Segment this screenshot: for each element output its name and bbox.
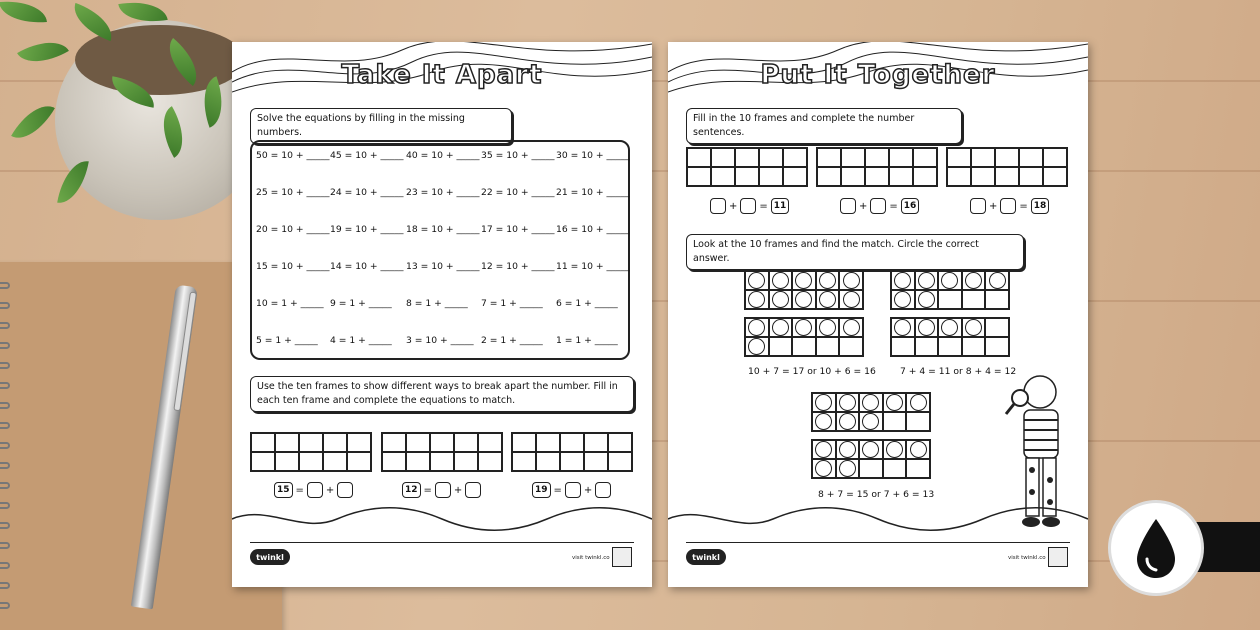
ten-frame-cell	[792, 318, 816, 337]
notebook-ring	[0, 562, 10, 569]
ten-frame-cell	[915, 337, 939, 356]
break-apart-sentence: 12 = +	[402, 482, 481, 498]
counter-circle	[819, 291, 836, 308]
counter-ten-frame	[811, 439, 931, 479]
ten-frame[interactable]	[686, 147, 808, 187]
worksheet-take-it-apart	[232, 42, 652, 587]
counter-circle	[862, 394, 879, 411]
ten-frame-cell	[836, 459, 860, 478]
footer-url: visit twinkl.co	[1008, 555, 1046, 561]
ten-frame-cell	[891, 271, 915, 290]
instruction-fill-frames: Fill in the 10 frames and complete the number sentences.	[686, 108, 962, 144]
ten-frame-cell	[915, 290, 939, 309]
answer-box[interactable]	[840, 198, 856, 214]
instruction-solve: Solve the equations by filling in the missing numbers.	[250, 108, 512, 144]
footer-divider	[250, 542, 634, 544]
equation[interactable]: 8 = 1 + _____	[406, 298, 468, 309]
ten-frame-cell	[985, 318, 1009, 337]
ten-frame-cell	[745, 290, 769, 309]
ten-frame-cell	[859, 393, 883, 412]
answer-box[interactable]	[595, 482, 611, 498]
counter-circle	[815, 413, 832, 430]
counter-circle	[795, 291, 812, 308]
counter-circle	[989, 272, 1006, 289]
ten-frame-cell	[883, 393, 907, 412]
answer-box[interactable]	[435, 482, 451, 498]
ten-frame-cell	[812, 440, 836, 459]
equation[interactable]: 16 = 10 + _____	[556, 224, 630, 235]
ten-frame[interactable]	[250, 432, 372, 472]
counter-circle	[886, 394, 903, 411]
ten-frame-cell	[792, 337, 816, 356]
counter-circle	[839, 441, 856, 458]
equation[interactable]: 14 = 10 + _____	[330, 261, 404, 272]
equation[interactable]: 24 = 10 + _____	[330, 187, 404, 198]
equation[interactable]: 19 = 10 + _____	[330, 224, 404, 235]
ten-frame-cell	[891, 337, 915, 356]
total-box: 16	[901, 198, 920, 214]
page-title: Put It Together	[760, 60, 996, 90]
counter-circle	[941, 272, 958, 289]
equation[interactable]: 9 = 1 + _____	[330, 298, 392, 309]
notebook-ring	[0, 422, 10, 429]
equation[interactable]: 40 = 10 + _____	[406, 150, 480, 161]
ten-frame-cell	[859, 412, 883, 431]
counter-circle	[795, 319, 812, 336]
twinkl-logo: twinkl	[686, 549, 726, 565]
ten-frame-cell	[816, 318, 840, 337]
counter-circle	[965, 272, 982, 289]
leaf	[17, 30, 69, 74]
break-apart-sentence: 15 = +	[274, 482, 353, 498]
counter-circle	[918, 291, 935, 308]
equation-box	[250, 140, 630, 360]
number-sentence: + = 11	[710, 198, 789, 214]
equation[interactable]: 2 = 1 + _____	[481, 335, 543, 346]
ten-frame[interactable]	[946, 147, 1068, 187]
notebook-ring	[0, 442, 10, 449]
ten-frame-cell	[906, 459, 930, 478]
footer-url: visit twinkl.co	[572, 555, 610, 561]
equation[interactable]: 10 = 1 + _____	[256, 298, 324, 309]
counter-circle	[843, 272, 860, 289]
ten-frame-cell	[906, 393, 930, 412]
ten-frame-cell	[883, 440, 907, 459]
ten-frame-cell	[891, 318, 915, 337]
counter-circle	[815, 460, 832, 477]
leaf	[0, 0, 47, 26]
quality-badge-icon	[612, 547, 632, 567]
equation[interactable]: 3 = 10 + _____	[406, 335, 474, 346]
ten-frame-cell	[792, 290, 816, 309]
instruction-ten-frames: Use the ten frames to show different ways to break apart the number. Fill in each ten frame and complete the equations to match.	[250, 376, 634, 412]
total-box: 18	[1031, 198, 1050, 214]
notebook-ring	[0, 282, 10, 289]
counter-circle	[772, 272, 789, 289]
ten-frame-cell	[883, 459, 907, 478]
ten-frame-cell	[985, 271, 1009, 290]
ten-frame-cell	[938, 271, 962, 290]
ten-frame-cell	[839, 318, 863, 337]
counter-circle	[910, 441, 927, 458]
counter-circle	[772, 291, 789, 308]
equation[interactable]: 30 = 10 + _____	[556, 150, 630, 161]
equation[interactable]: 35 = 10 + _____	[481, 150, 555, 161]
counter-circle	[819, 319, 836, 336]
counter-circle	[965, 319, 982, 336]
match-caption[interactable]: 8 + 7 = 15 or 7 + 6 = 13	[818, 489, 935, 500]
ten-frame[interactable]	[816, 147, 938, 187]
ten-frame-cell	[859, 459, 883, 478]
page-title: Take It Apart	[341, 60, 543, 90]
ten-frame-cell	[816, 271, 840, 290]
ten-frame-cell	[769, 337, 793, 356]
counter-circle	[839, 460, 856, 477]
counter-ten-frame	[744, 317, 864, 357]
instruction-match: Look at the 10 frames and find the match. Circle the correct answer.	[686, 234, 1024, 270]
notebook-ring	[0, 362, 10, 369]
counter-circle	[772, 319, 789, 336]
notebook-ring	[0, 502, 10, 509]
counter-circle	[894, 272, 911, 289]
counter-circle	[843, 319, 860, 336]
ten-frame-cell	[891, 290, 915, 309]
twinkl-logo: twinkl	[250, 549, 290, 565]
ten-frame-cell	[962, 271, 986, 290]
counter-ten-frame	[890, 270, 1010, 310]
equation[interactable]: 15 = 10 + _____	[256, 261, 330, 272]
ten-frame-cell	[836, 440, 860, 459]
equation[interactable]: 6 = 1 + _____	[556, 298, 618, 309]
notebook-ring	[0, 522, 10, 529]
equation[interactable]: 1 = 1 + _____	[556, 335, 618, 346]
ten-frame-cell	[816, 337, 840, 356]
ten-frame-cell	[812, 459, 836, 478]
ten-frame-cell	[812, 393, 836, 412]
ten-frame-cell	[745, 337, 769, 356]
counter-circle	[918, 272, 935, 289]
ten-frame[interactable]	[511, 432, 633, 472]
answer-box[interactable]	[870, 198, 886, 214]
answer-box[interactable]	[1000, 198, 1016, 214]
notebook-ring	[0, 302, 10, 309]
counter-circle	[862, 413, 879, 430]
number-sentence: + = 18	[970, 198, 1049, 214]
ten-frame-cell	[836, 393, 860, 412]
counter-ten-frame	[811, 392, 931, 432]
counter-ten-frame	[890, 317, 1010, 357]
ten-frame-cell	[906, 412, 930, 431]
ten-frame-cell	[962, 337, 986, 356]
ten-frame-cell	[839, 337, 863, 356]
number-box: 12	[402, 482, 421, 498]
notebook-ring	[0, 382, 10, 389]
ten-frame-cell	[769, 271, 793, 290]
counter-circle	[910, 394, 927, 411]
counter-ten-frame	[744, 270, 864, 310]
equation[interactable]: 22 = 10 + _____	[481, 187, 555, 198]
ten-frame-cell	[859, 440, 883, 459]
ten-frame-cell	[745, 318, 769, 337]
notebook-ring	[0, 402, 10, 409]
equation[interactable]: 50 = 10 + _____	[256, 150, 330, 161]
ink-drop-icon	[1111, 503, 1201, 593]
ten-frame-cell	[915, 318, 939, 337]
counter-circle	[839, 394, 856, 411]
notebook-ring	[0, 322, 10, 329]
leaf	[11, 96, 55, 148]
ten-frame-cell	[745, 271, 769, 290]
ten-frame-cell	[985, 290, 1009, 309]
break-apart-sentence: 19 = +	[532, 482, 611, 498]
counter-circle	[748, 319, 765, 336]
ten-frame-cell	[769, 318, 793, 337]
answer-box[interactable]	[465, 482, 481, 498]
notebook-ring	[0, 342, 10, 349]
total-box: 11	[771, 198, 790, 214]
equation[interactable]: 20 = 10 + _____	[256, 224, 330, 235]
ten-frame-cell	[906, 440, 930, 459]
match-caption[interactable]: 10 + 7 = 17 or 10 + 6 = 16	[748, 366, 876, 377]
ten-frame[interactable]	[381, 432, 503, 472]
counter-circle	[918, 319, 935, 336]
ten-frame-cell	[883, 412, 907, 431]
counter-circle	[819, 272, 836, 289]
ten-frame-cell	[985, 337, 1009, 356]
equation[interactable]: 12 = 10 + _____	[481, 261, 555, 272]
ten-frame-cell	[938, 290, 962, 309]
counter-circle	[795, 272, 812, 289]
counter-circle	[894, 291, 911, 308]
counter-circle	[815, 441, 832, 458]
ten-frame-cell	[962, 290, 986, 309]
ten-frame-cell	[792, 271, 816, 290]
notebook-ring	[0, 602, 10, 609]
notebook-ring	[0, 482, 10, 489]
ten-frame-cell	[962, 318, 986, 337]
number-box: 19	[532, 482, 551, 498]
ten-frame-cell	[915, 271, 939, 290]
equation[interactable]: 23 = 10 + _____	[406, 187, 480, 198]
ten-frame-cell	[836, 412, 860, 431]
equation[interactable]: 7 = 1 + _____	[481, 298, 543, 309]
answer-box[interactable]	[970, 198, 986, 214]
answer-box[interactable]	[565, 482, 581, 498]
ten-frame-cell	[938, 337, 962, 356]
equation[interactable]: 21 = 10 + _____	[556, 187, 630, 198]
counter-circle	[862, 441, 879, 458]
equation[interactable]: 13 = 10 + _____	[406, 261, 480, 272]
counter-circle	[839, 413, 856, 430]
ten-frame-cell	[769, 290, 793, 309]
notebook-ring	[0, 462, 10, 469]
wave-decoration	[232, 504, 652, 534]
counter-circle	[894, 319, 911, 336]
equation[interactable]: 25 = 10 + _____	[256, 187, 330, 198]
counter-circle	[748, 291, 765, 308]
ten-frame-cell	[839, 271, 863, 290]
equation[interactable]: 17 = 10 + _____	[481, 224, 555, 235]
worksheet-put-it-together	[668, 42, 1088, 587]
counter-circle	[941, 319, 958, 336]
number-sentence: + = 16	[840, 198, 919, 214]
notebook-ring	[0, 582, 10, 589]
ink-saver-badge	[1108, 500, 1204, 596]
ten-frame-cell	[816, 290, 840, 309]
match-caption[interactable]: 7 + 4 = 11 or 8 + 4 = 12	[900, 366, 1017, 377]
ten-frame-cell	[812, 412, 836, 431]
answer-box[interactable]	[337, 482, 353, 498]
counter-circle	[843, 291, 860, 308]
counter-circle	[748, 338, 765, 355]
equation[interactable]: 45 = 10 + _____	[330, 150, 404, 161]
ten-frame-cell	[938, 318, 962, 337]
equation[interactable]: 5 = 1 + _____	[256, 335, 318, 346]
answer-box[interactable]	[710, 198, 726, 214]
footer-divider	[686, 542, 1070, 544]
counter-circle	[748, 272, 765, 289]
counter-circle	[886, 441, 903, 458]
leaf	[67, 3, 118, 41]
answer-box[interactable]	[307, 482, 323, 498]
notebook-ring	[0, 542, 10, 549]
wave-decoration	[668, 504, 1088, 534]
quality-badge-icon	[1048, 547, 1068, 567]
number-box: 15	[274, 482, 293, 498]
counter-circle	[815, 394, 832, 411]
ten-frame-cell	[839, 290, 863, 309]
answer-box[interactable]	[740, 198, 756, 214]
equation[interactable]: 4 = 1 + _____	[330, 335, 392, 346]
equation[interactable]: 11 = 10 + _____	[556, 261, 630, 272]
equation[interactable]: 18 = 10 + _____	[406, 224, 480, 235]
